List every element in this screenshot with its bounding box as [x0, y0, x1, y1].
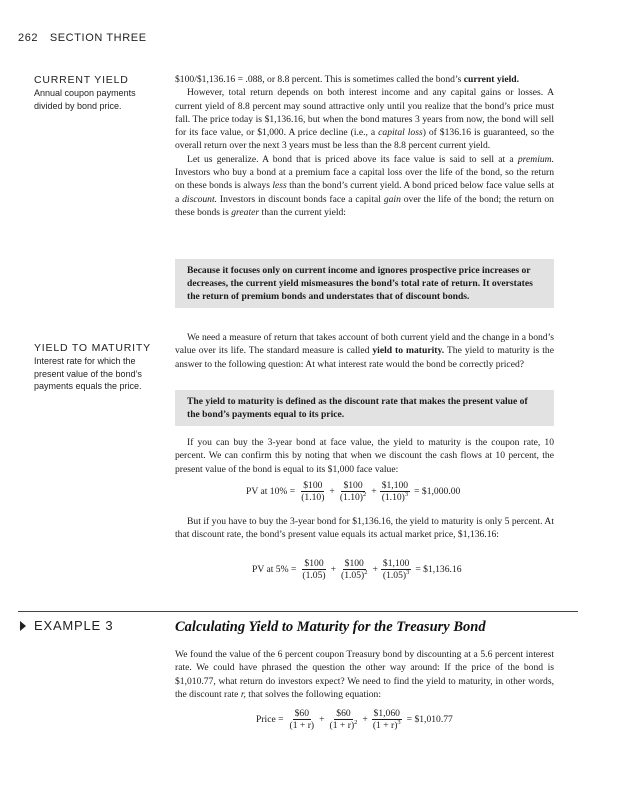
- fraction: $\frac{\$1,100}{(1.05)^3}$: [382, 558, 410, 581]
- paragraph: We need a measure of return that takes account of both current yield and the change in a bond’s value over its life. The standard measure is called yield to maturity. The yield to maturity is the answer to the following question: At what interest rate would the bond be correctly priced?: [175, 332, 554, 370]
- example-divider: [18, 611, 578, 612]
- page-number: 262: [18, 32, 39, 44]
- running-header: [18, 32, 147, 44]
- key-term: yield to maturity.: [372, 345, 445, 357]
- margin-definition-line: Annual coupon payments: [34, 88, 136, 98]
- fraction: $\frac{\$1,060}{(1 + r)^3}$: [372, 708, 401, 731]
- body-column-example: [175, 648, 554, 701]
- equation-pv-10: PV at 10% = $\frac{\$100}{(1.10)}$ + $\frac{\$100}{(1.10)^2}$ + $\frac{\$1,100}{(1.10)^3}$ = $1,000.00: [246, 480, 461, 503]
- margin-term: CURRENT YIELD: [34, 74, 129, 86]
- margin-note-current-yield: [34, 74, 164, 112]
- margin-definition-line: payments equals the price.: [34, 381, 142, 391]
- equation-price: Price = $\frac{\$60}{(1 + r)}$ + $\frac{\$60}{(1 + r)^2}$ + $\frac{\$1,060}{(1 + r)^3}$ = $1,010.77: [256, 708, 453, 731]
- fraction: $\frac{\$100}{(1.05)^2}$: [341, 558, 368, 581]
- key-term: current yield.: [463, 74, 519, 85]
- fraction: $\frac{\$100}{(1.05)}$: [302, 558, 326, 581]
- margin-definition-line: divided by bond price.: [34, 100, 122, 111]
- margin-note-yield-to-maturity: [34, 342, 164, 393]
- fraction: $\frac{\$100}{(1.10)^2}$: [339, 480, 367, 503]
- paragraph: If you can buy the 3-year bond at face value, the yield to maturity is the coupon rate, 10 percent. We can confirm this by noting that when we discount the cash flows at 10 percent, the present value of the bond is equal to its $1,000 face value:: [175, 437, 554, 475]
- highlight-box-current-yield: Because it focuses only on current income and ignores prospective price increases or decreases, the current yield mismeasures the bond’s total rate of return. It overstates the return of premium bonds and understates that of discount bonds.: [175, 259, 554, 308]
- margin-term: YIELD TO MATURITY: [34, 342, 151, 354]
- example-heading: [20, 618, 486, 636]
- fraction: $\frac{\$60}{(1 + r)^2}$: [329, 708, 358, 731]
- example-title: Calculating Yield to Maturity for the Treasury Bond: [175, 618, 486, 635]
- section-title: SECTION THREE: [49, 32, 147, 44]
- paragraph: But if you have to buy the 3-year bond for $1,136.16, the yield to maturity is only 5 percent. At that discount rate, the bond’s present value equals its actual market price, $1,136.16:: [175, 516, 554, 541]
- example-label: EXAMPLE 3: [20, 618, 175, 633]
- fraction: $\frac{\$100}{(1.10)}$: [301, 480, 325, 503]
- paragraph: Let us generalize. A bond that is priced above its face value is said to sell at a premium. Investors who buy a bond at a premium face a capital loss over the life of the bond, so the return on these bonds is always less than the bond’s current yield. A bond priced below face value sells at a discount. Investors in discount bonds face a capital gain over the life of the bond; the return on these bonds is greater than the current yield:: [175, 153, 554, 218]
- margin-definition-line: Interest rate for which the: [34, 356, 136, 366]
- highlight-box-ytm-definition: The yield to maturity is defined as the discount rate that makes the present value of the bond’s payments equal to its price.: [175, 390, 554, 426]
- fraction: $\frac{\$1,100}{(1.10)^3}$: [381, 480, 409, 503]
- body-column-para6: [175, 515, 554, 542]
- paragraph: However, total return depends on both interest income and any capital gains or losses. A current yield of 8.8 percent may sound attractive only until you realize that the bond’s price must fall. The price today is $1,136.16, but when the bond matures 3 years from now, the bond will sell for its face value, or $1,000. A price decline (i.e., a capital loss) of $136.16 is guaranteed, so the overall return over the next 3 years must be less than the 8.8 percent current yield.: [175, 87, 554, 152]
- fraction: $\frac{\$60}{(1 + r)}$: [289, 708, 315, 731]
- body-column-middle: [175, 331, 554, 371]
- triangle-marker-icon: [20, 621, 26, 631]
- margin-definition-line: present value of the bond’s: [34, 368, 142, 379]
- body-column-top: [175, 73, 554, 219]
- paragraph: $100/$1,136.16 = .088, or 8.8 percent. This is sometimes called the bond’s current yield.: [175, 74, 519, 85]
- body-column-para5: [175, 436, 554, 476]
- equation-pv-5: PV at 5% = $\frac{\$100}{(1.05)}$ + $\frac{\$100}{(1.05)^2}$ + $\frac{\$1,100}{(1.05)^3}$ = $1,136.16: [252, 558, 462, 581]
- paragraph: We found the value of the 6 percent coupon Treasury bond by discounting at a 5.6 percent interest rate. We could have phrased the question the other way around: If the price of the bond is $1,010.77, what return do investors expect? We need to find the yield to maturity, in other words, the discount rate r, that solves the following equation:: [175, 649, 554, 700]
